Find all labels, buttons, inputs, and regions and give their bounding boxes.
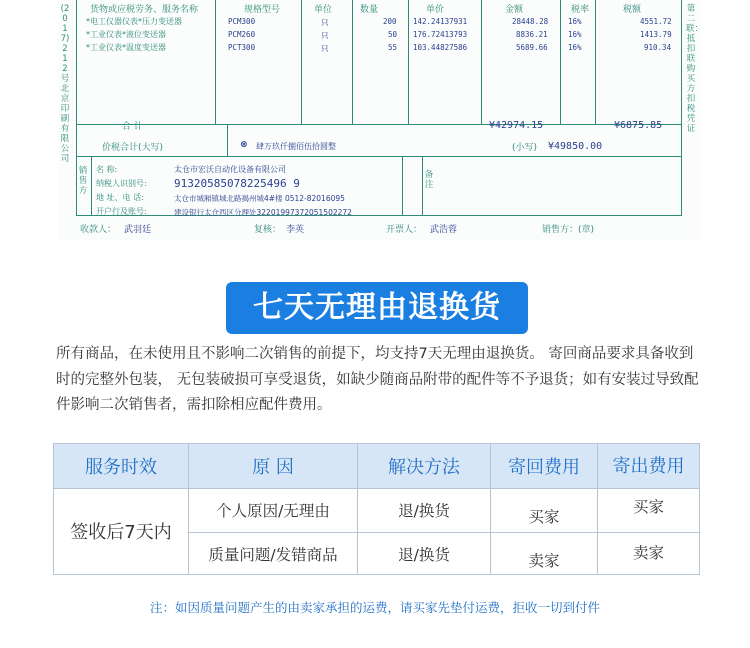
table-header-send-fee: 寄出费用	[598, 444, 699, 488]
invoice-payee-label: 收款人：	[80, 225, 117, 235]
invoice-item-qty: 55	[388, 43, 398, 52]
invoice-sum-words: 肆万玖仟捌佰伍拾圆整	[256, 142, 336, 151]
invoice-item-price: 142.24137931	[413, 17, 468, 26]
table-solution-cell: 退/换货	[398, 546, 450, 564]
table-header-return-fee: 寄回费用	[491, 444, 597, 488]
invoice-item-amount: 8836.21	[516, 30, 548, 39]
invoice-seller-value: 91320585078225496 9	[174, 177, 300, 190]
invoice-sum-small: ¥49850.00	[548, 141, 603, 152]
invoice-item-price: 103.44827586	[413, 43, 468, 52]
invoice-item-amount: 28448.28	[512, 17, 549, 26]
invoice-item-rate: 16%	[568, 43, 582, 52]
invoice-checker: 李英	[286, 225, 305, 235]
invoice-header-spec: 规格型号	[244, 5, 281, 15]
invoice-sum-small-label: (小写)	[512, 143, 538, 153]
table-header-solution: 解决方法	[358, 444, 490, 488]
invoice-seller-value: 太仓市宏沃自动化设备有限公司	[174, 165, 286, 174]
invoice-payee: 武羽廷	[124, 225, 152, 235]
invoice-header-tax: 税额	[623, 5, 642, 15]
invoice-seller-field: 地 址、电 话:	[96, 193, 144, 202]
invoice-image	[58, 0, 704, 240]
invoice-item-rate: 16%	[568, 30, 582, 39]
invoice-seller-label: 销售方	[78, 166, 88, 196]
invoice-total-label: 合 计	[122, 122, 143, 132]
invoice-seller-field: 开户行及账号:	[96, 207, 147, 216]
table-return-fee-cell: 卖家	[528, 552, 560, 570]
policy-description: 所有商品，在未使用且不影响二次销售的前提下，均支持7天无理由退换货。 寄回商品要求具备收到时的完整外包装， 无包装破损可享受退货，如缺少随商品附带的配件等不予退货；如有安装过导致配件影响二次销售者，需扣除相应配件费用。	[56, 346, 699, 413]
invoice-seller-value: 建设银行太仓西区分理处32201997372051502272	[174, 208, 352, 217]
invoice-header-qty: 数量	[360, 5, 379, 15]
invoice-total-amount: ¥42974.15	[489, 120, 544, 131]
invoice-seller-field: 名 称:	[96, 165, 118, 174]
invoice-side-right: 第二联：抵扣联 购买方扣税凭证	[686, 4, 704, 134]
invoice-item-spec: PCT300	[228, 43, 256, 52]
invoice-item-tax: 4551.72	[640, 17, 672, 26]
invoice-sum-label: 价税合计(大写)	[102, 143, 164, 153]
invoice-item-tax: 910.34	[644, 43, 672, 52]
invoice-item-name: *电工仪器仪表*压力变送器	[86, 17, 182, 26]
invoice-sum-words-icon: ⊗	[240, 140, 248, 150]
invoice-item-name: *工业仪表*温度变送器	[86, 43, 166, 52]
return-policy-banner: 七天无理由退换货	[226, 282, 528, 334]
invoice-issuer-label: 开票人：	[386, 225, 423, 235]
table-send-fee-cell: 买家	[632, 498, 664, 516]
service-table	[53, 443, 700, 575]
invoice-remark-label: 备注	[424, 170, 434, 190]
invoice-seller-value: 太仓市城厢镇城北路揭州城4#楼 0512-82016095	[174, 194, 345, 203]
invoice-seller-sign: 销售方：(章)	[542, 225, 595, 235]
invoice-item-qty: 200	[383, 17, 397, 26]
invoice-side-left: (2017)212号北京印刷有限公司	[60, 4, 70, 164]
invoice-item-unit: 只	[321, 44, 329, 53]
invoice-item-amount: 5689.66	[516, 43, 548, 52]
table-reason-cell: 质量问题/发错商品	[208, 546, 338, 564]
table-period-cell: 签收后7天内	[70, 522, 172, 543]
table-return-fee-cell: 买家	[528, 508, 560, 526]
invoice-item-unit: 只	[321, 18, 329, 27]
invoice-header-unit: 单位	[314, 5, 333, 15]
invoice-item-tax: 1413.79	[640, 30, 672, 39]
invoice-seller-field: 纳税人识别号:	[96, 179, 147, 188]
invoice-issuer: 武浩蓉	[430, 225, 458, 235]
table-header-period: 服务时效	[54, 444, 188, 488]
invoice-item-unit: 只	[321, 31, 329, 40]
invoice-item-spec: PCM260	[228, 30, 256, 39]
invoice-item-spec: PCM300	[228, 17, 256, 26]
table-solution-cell: 退/换货	[398, 502, 450, 520]
table-header-reason: 原 因	[189, 444, 357, 488]
table-reason-cell: 个人原因/无理由	[216, 502, 330, 520]
invoice-total-tax: ¥6875.85	[614, 120, 663, 131]
invoice-item-price: 176.72413793	[413, 30, 468, 39]
invoice-header-rate: 税率	[571, 5, 590, 15]
invoice-item-rate: 16%	[568, 17, 582, 26]
invoice-grid	[76, 0, 682, 216]
invoice-item-name: *工业仪表*液位变送器	[86, 30, 166, 39]
table-send-fee-cell: 卖家	[632, 544, 664, 562]
invoice-header-goods: 货物或应税劳务、服务名称	[90, 5, 199, 15]
invoice-checker-label: 复核：	[254, 225, 282, 235]
shipping-note: 注：如因质量问题产生的由卖家承担的运费，请买家先垫付运费，拒收一切到付件	[149, 600, 600, 615]
invoice-header-amount: 金额	[505, 5, 524, 15]
invoice-header-price: 单价	[426, 5, 445, 15]
invoice-item-qty: 50	[388, 30, 398, 39]
